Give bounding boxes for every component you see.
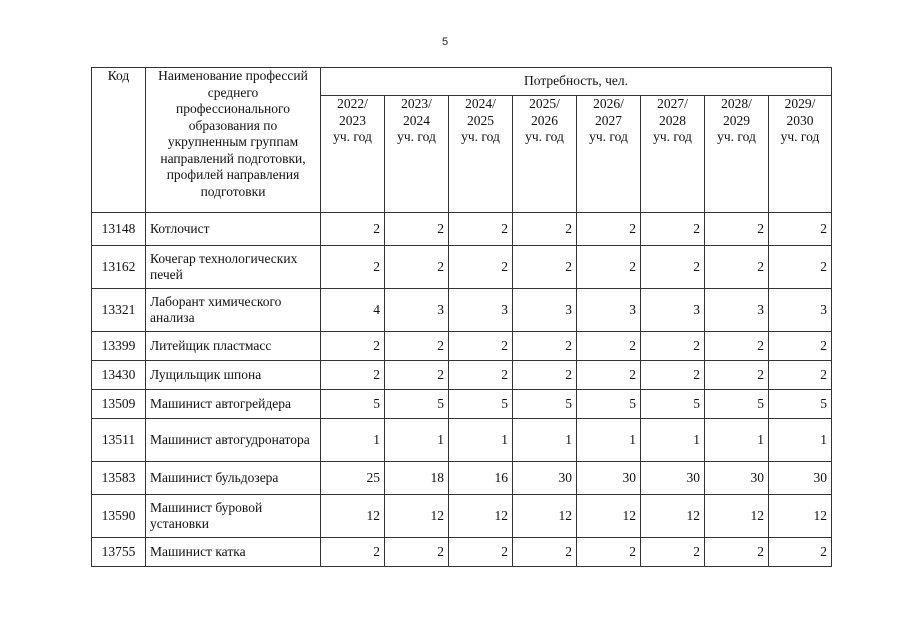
cell-need-value: 2: [321, 332, 385, 361]
cell-need-value: 1: [449, 419, 513, 462]
cell-need-value: 2: [577, 246, 641, 289]
cell-need-value: 5: [385, 390, 449, 419]
cell-need-value: 3: [641, 289, 705, 332]
table-row: [92, 462, 832, 495]
table-row: [92, 361, 832, 390]
cell-need-value: 2: [705, 332, 769, 361]
cell-need-value: 2: [769, 332, 832, 361]
header-year-line: 2022/: [337, 96, 368, 111]
cell-need-value: 2: [321, 246, 385, 289]
cell-code: 13509: [92, 390, 146, 419]
cell-need-value: 16: [449, 462, 513, 495]
cell-need-value: 2: [449, 538, 513, 567]
cell-need-value: 2: [321, 213, 385, 246]
cell-need-value: 5: [577, 390, 641, 419]
cell-need-value: 2: [449, 361, 513, 390]
cell-need-value: 2: [769, 538, 832, 567]
cell-need-value: 3: [769, 289, 832, 332]
cell-need-value: 2: [513, 361, 577, 390]
cell-need-value: 5: [321, 390, 385, 419]
cell-need-value: 25: [321, 462, 385, 495]
header-code: Код: [92, 68, 146, 213]
cell-need-value: 1: [513, 419, 577, 462]
cell-need-value: 2: [577, 361, 641, 390]
cell-need-value: 12: [321, 495, 385, 538]
header-profession-name: Наименование профессий среднего профессионального образования по укрупненным группам направлений подготовки, профилей направления подготовки: [146, 68, 321, 213]
cell-need-value: 2: [385, 361, 449, 390]
cell-need-value: 2: [577, 213, 641, 246]
header-year-line: уч. год: [461, 129, 500, 144]
cell-need-value: 2: [385, 213, 449, 246]
cell-need-value: 2: [321, 361, 385, 390]
cell-need-value: 5: [705, 390, 769, 419]
table-row: [92, 246, 832, 289]
cell-profession-name: Машинист катка: [146, 538, 321, 567]
header-year-line: уч. год: [717, 129, 756, 144]
header-year-line: 2024: [403, 112, 430, 128]
cell-need-value: 1: [641, 419, 705, 462]
header-year: [641, 96, 705, 213]
header-year-line: 2029: [723, 112, 750, 128]
header-year-line: 2028: [659, 112, 686, 128]
cell-need-value: 2: [385, 246, 449, 289]
header-year-line: 2026/: [593, 96, 624, 111]
header-year-line: 2026: [531, 112, 558, 128]
cell-need-value: 2: [449, 332, 513, 361]
table-row: [92, 419, 832, 462]
cell-need-value: 2: [769, 361, 832, 390]
cell-code: 13755: [92, 538, 146, 567]
cell-need-value: 2: [321, 538, 385, 567]
cell-need-value: 2: [513, 332, 577, 361]
header-year-line: уч. год: [653, 129, 692, 144]
cell-code: 13511: [92, 419, 146, 462]
cell-profession-name: Кочегар технологических печей: [146, 246, 321, 289]
cell-need-value: 5: [641, 390, 705, 419]
cell-need-value: 1: [769, 419, 832, 462]
cell-profession-name: Лущильщик шпона: [146, 361, 321, 390]
cell-code: 13321: [92, 289, 146, 332]
cell-need-value: 2: [577, 538, 641, 567]
cell-code: 13162: [92, 246, 146, 289]
header-year-line: 2030: [786, 112, 814, 128]
cell-need-value: 2: [641, 332, 705, 361]
cell-need-value: 5: [513, 390, 577, 419]
cell-need-value: 2: [641, 213, 705, 246]
cell-need-value: 2: [385, 332, 449, 361]
cell-need-value: 3: [449, 289, 513, 332]
header-year-line: уч. год: [589, 129, 628, 144]
cell-need-value: 30: [705, 462, 769, 495]
header-year-line: 2023/: [401, 96, 432, 111]
table-row: [92, 289, 832, 332]
cell-need-value: 12: [769, 495, 832, 538]
header-year-line: 2024/: [465, 96, 496, 111]
header-year: [513, 96, 577, 213]
cell-need-value: 3: [513, 289, 577, 332]
cell-need-value: 1: [705, 419, 769, 462]
cell-profession-name: Лаборант химического анализа: [146, 289, 321, 332]
header-year-line: 2027/: [657, 96, 688, 111]
cell-need-value: 30: [513, 462, 577, 495]
header-year-line: уч. год: [780, 129, 820, 144]
header-year: [321, 96, 385, 213]
header-year-line: 2028/: [721, 96, 752, 111]
cell-profession-name: Машинист автогрейдера: [146, 390, 321, 419]
cell-code: 13148: [92, 213, 146, 246]
cell-need-value: 2: [705, 538, 769, 567]
cell-need-value: 5: [769, 390, 832, 419]
cell-need-value: 2: [705, 246, 769, 289]
cell-code: 13430: [92, 361, 146, 390]
cell-need-value: 2: [769, 213, 832, 246]
cell-profession-name: Машинист буровой установки: [146, 495, 321, 538]
cell-need-value: 12: [513, 495, 577, 538]
cell-need-value: 12: [641, 495, 705, 538]
cell-code: 13590: [92, 495, 146, 538]
cell-need-value: 30: [769, 462, 832, 495]
cell-need-value: 2: [641, 246, 705, 289]
cell-need-value: 2: [513, 538, 577, 567]
cell-need-value: 12: [385, 495, 449, 538]
header-year: [769, 96, 832, 213]
header-year-line: 2025/: [529, 96, 560, 111]
header-year-line: 2029/: [784, 96, 816, 111]
table-row: [92, 390, 832, 419]
cell-profession-name: Машинист автогудронатора: [146, 419, 321, 462]
header-year: [449, 96, 513, 213]
cell-need-value: 2: [641, 361, 705, 390]
table-row: [92, 213, 832, 246]
cell-need-value: 4: [321, 289, 385, 332]
cell-need-value: 3: [577, 289, 641, 332]
cell-need-value: 2: [577, 332, 641, 361]
page-number: 5: [441, 36, 449, 48]
cell-need-value: 30: [641, 462, 705, 495]
table-row: [92, 495, 832, 538]
cell-need-value: 2: [449, 213, 513, 246]
header-year-line: уч. год: [333, 129, 372, 144]
cell-need-value: 12: [449, 495, 513, 538]
cell-need-value: 1: [321, 419, 385, 462]
cell-profession-name: Котлочист: [146, 213, 321, 246]
table-row: [92, 332, 832, 361]
cell-need-value: 3: [385, 289, 449, 332]
cell-need-value: 2: [641, 538, 705, 567]
cell-need-value: 12: [705, 495, 769, 538]
demand-table: [91, 67, 832, 567]
header-year-line: уч. год: [397, 129, 436, 144]
cell-need-value: 5: [449, 390, 513, 419]
header-year-line: уч. год: [525, 129, 564, 144]
header-year-line: 2025: [467, 112, 494, 128]
cell-need-value: 2: [705, 213, 769, 246]
header-year: [385, 96, 449, 213]
header-year: [577, 96, 641, 213]
cell-need-value: 2: [385, 538, 449, 567]
cell-need-value: 2: [513, 246, 577, 289]
cell-need-value: 3: [705, 289, 769, 332]
header-year-line: 2027: [595, 112, 622, 128]
cell-need-value: 2: [513, 213, 577, 246]
cell-need-value: 1: [577, 419, 641, 462]
cell-need-value: 12: [577, 495, 641, 538]
header-need: Потребность, чел.: [321, 68, 832, 96]
cell-profession-name: Литейщик пластмасс: [146, 332, 321, 361]
cell-need-value: 2: [769, 246, 832, 289]
header-year: [705, 96, 769, 213]
cell-need-value: 18: [385, 462, 449, 495]
header-year-line: 2023: [339, 112, 366, 128]
cell-need-value: 30: [577, 462, 641, 495]
cell-profession-name: Машинист бульдозера: [146, 462, 321, 495]
cell-need-value: 1: [385, 419, 449, 462]
cell-code: 13583: [92, 462, 146, 495]
cell-need-value: 2: [449, 246, 513, 289]
table-row: [92, 538, 832, 567]
cell-need-value: 2: [705, 361, 769, 390]
cell-code: 13399: [92, 332, 146, 361]
